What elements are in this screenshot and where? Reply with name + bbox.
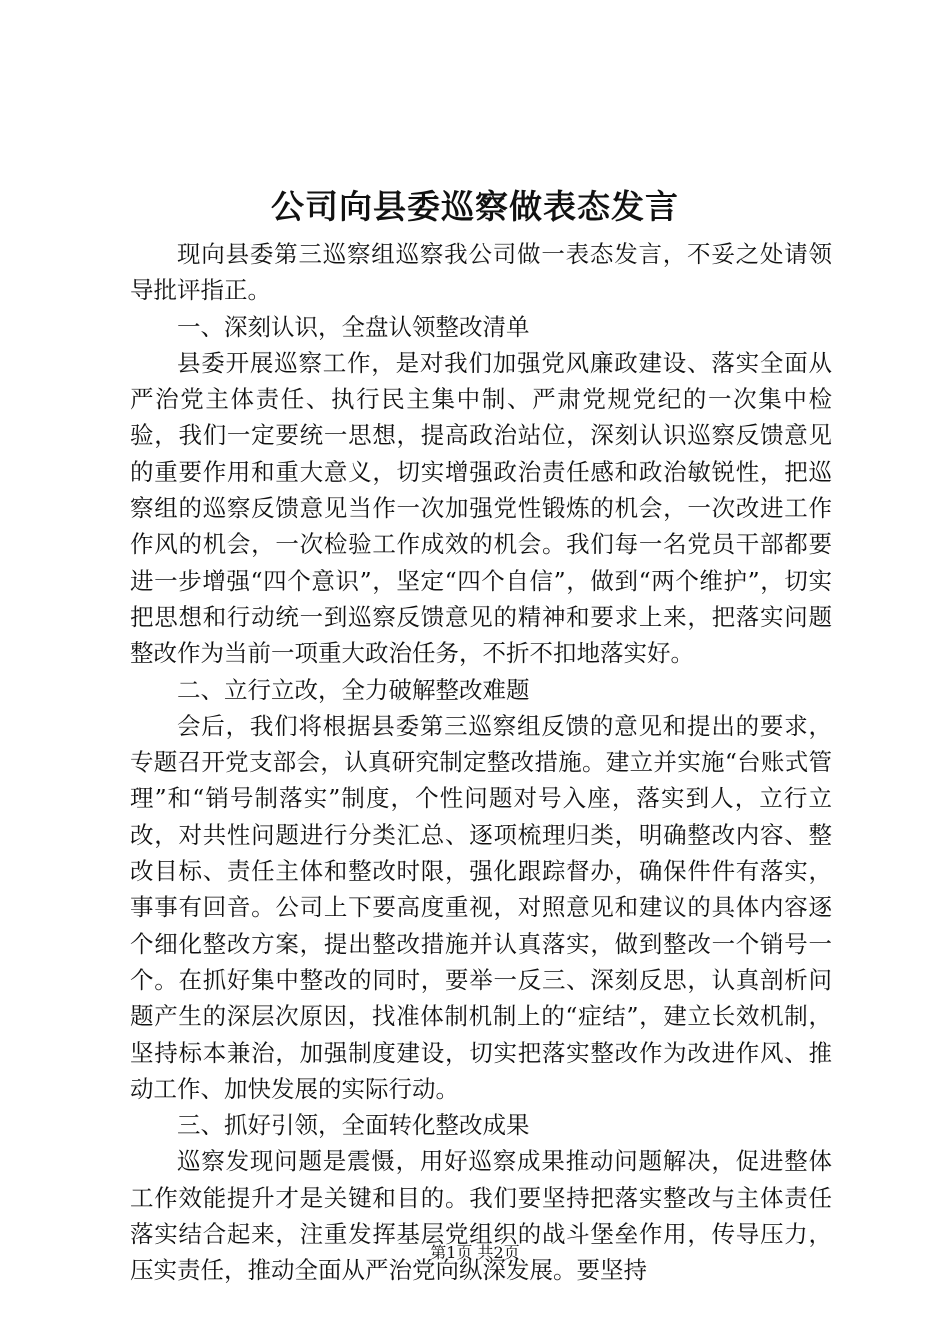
section-heading-1: 一、深刻认识，全盘认领整改清单 (177, 312, 530, 341)
document-body (130, 236, 832, 1289)
paragraph-section-1: 县委开展巡察工作，是对我们加强党风廉政建设、落实全面从严治党主体责任、执行民主集中制、严肃党规党纪的一次集中检验，我们一定要统一思想，提高政治站位，深刻认识巡察反馈意见的重要作用和重大意义，切实增强政治责任感和政治敏锐性，把巡察组的巡察反馈意见当作一次加强党性锻炼的机会，一次改进工作作风的机会，一次检验工作成效的机会。我们每一名党员干部都要进一步增强“四个意识”，坚定“四个自信”，做到“两个维护”，切实把思想和行动统一到巡察反馈意见的精神和要求上来，把落实问题整改作为当前一项重大政治任务，不折不扣地落实好。 (130, 348, 832, 668)
paragraph-intro: 现向县委第三巡察组巡察我公司做一表态发言，不妥之处请领导批评指正。 (130, 240, 832, 305)
page-number-footer: 第1页 共2页 (430, 1243, 520, 1262)
paragraph-section-3: 巡察发现问题是震慑，用好巡察成果推动问题解决，促进整体工作效能提升才是关键和目的。我们要坚持把落实整改与主体责任落实结合起来，注重发挥基层党组织的战斗堡垒作用，传导压力，压实责任，推动全面从严治党向纵深发展。要坚持 (130, 1147, 832, 1285)
document-title: 公司向县委巡察做表态发言 (271, 187, 679, 226)
section-heading-3: 三、抓好引领，全面转化整改成果 (177, 1111, 530, 1140)
paragraph-section-2: 会后，我们将根据县委第三巡察组反馈的意见和提出的要求，专题召开党支部会，认真研究制定整改措施。建立并实施“台账式管理”和“销号制落实”制度，个性问题对号入座，落实到人，立行立改，对共性问题进行分类汇总、逐项梳理归类，明确整改内容、整改目标、责任主体和整改时限，强化跟踪督办，确保件件有落实，事事有回音。公司上下要高度重视，对照意见和建议的具体内容逐个细化整改方案，提出整改措施并认真落实，做到整改一个销号一个。在抓好集中整改的同时，要举一反三、深刻反思，认真剖析问题产生的深层次原因，找准体制机制上的“症结”，建立长效机制，坚持标本兼治，加强制度建设，切实把落实整改作为改进作风、推动工作、加快发展的实际行动。 (130, 711, 832, 1103)
section-heading-2: 二、立行立改，全力破解整改难题 (177, 675, 530, 704)
